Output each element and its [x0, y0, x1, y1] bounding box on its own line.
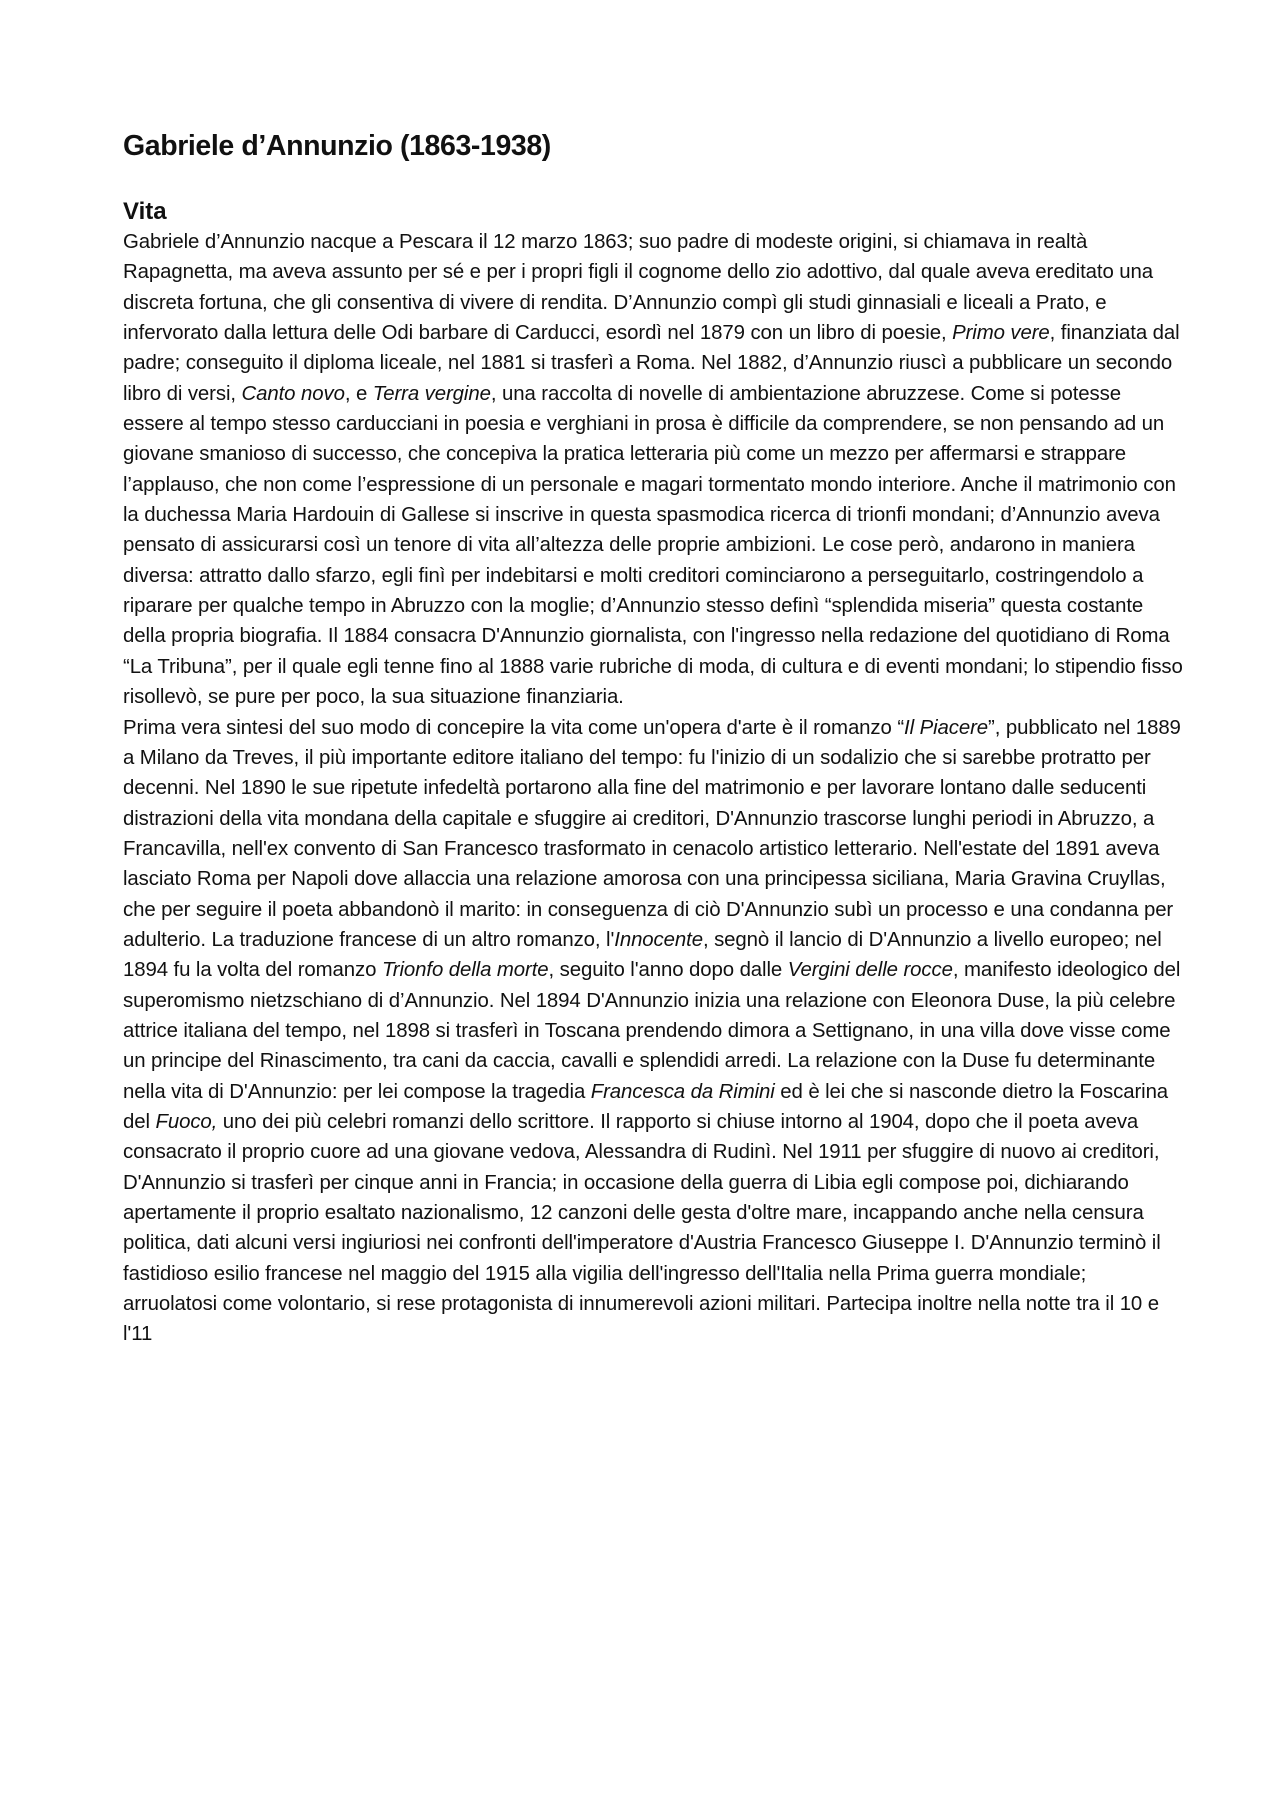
italic-title: Canto novo	[241, 382, 345, 405]
text-run: , segnò il lancio di D'Annunzio a livello europeo; nel 1894 fu la volta del romanzo	[123, 928, 1162, 982]
italic-title: Il Piacere	[904, 716, 989, 739]
italic-title: Francesca da Rimini	[590, 1080, 775, 1103]
text-run: uno dei più celebri romanzi dello scrittore. Il rapporto si chiuse intorno al 1904, dopo che il poeta aveva consacrato il proprio cuore ad una giovane vedova, Alessandra di Rudinì. Nel 1911 per sfuggire di nuovo ai creditori, D'Annunzio si trasferì per cinque anni in Francia; in occasione della guerra di Libia egli compose poi, dichiarando apertamente il proprio esaltato nazionalismo, 12 canzoni delle gesta d'oltre mare, incappando anche nella censura politica, dati alcuni versi ingiuriosi nei confronti dell'imperatore d'Austria Francesco Giuseppe I. D'Annunzio terminò il fastidioso esilio francese nel maggio del 1915 alla vigilia dell'ingresso dell'Italia nella Prima guerra mondiale; arruolatosi come volontario, si rese protagonista di innumerevoli azioni militari. Partecipa inoltre nella notte tra il 10 e l'11	[123, 1110, 1161, 1346]
text-run: ed è lei che si nasconde dietro la Foscarina del	[123, 1080, 1169, 1133]
text-run: ”, pubblicato nel 1889 a Milano da Treves, il più importante editore italiano del tempo: fu l'inizio di un sodalizio che si sarebbe protratto per decenni. Nel 1890 le sue ripetute infedeltà portarono alla fine del matrimonio e per lavorare lontano dalle seducenti distrazioni della vita mondana della capitale e sfuggire ai creditori, D'Annunzio trascorse lunghi periodi in Abruzzo, a Francavilla, nell'ex convento di San Francesco trasformato in cenacolo artistico letterario. Nell'estate del 1891 aveva lasciato Roma per Napoli dove allaccia una relazione amorosa con una principessa siciliana, Maria Gravina Cruyllas, che per seguire il poeta abbandonò il marito: in conseguenza di ciò D'Annunzio subì un processo e una condanna per adulterio. La traduzione francese di un altro romanzo, l'	[123, 716, 1181, 951]
document-page	[123, 124, 1183, 1350]
italic-title: Vergini delle rocce	[787, 959, 953, 982]
paragraph	[123, 713, 1183, 1350]
italic-title: Innocente	[614, 928, 703, 951]
text-run: , manifesto ideologico del superomismo nietzschiano di d’Annunzio. Nel 1894 D'Annunzio inizia una relazione con Eleonora Duse, la più celebre attrice italiana del tempo, nel 1898 si trasferì in Toscana prendendo dimora a Settignano, in una villa dove visse come un principe del Rinascimento, tra cani da caccia, cavalli e splendidi arredi. La relazione con la Duse fu determinante nella vita di D'Annunzio: per lei compose la tragedia	[123, 959, 1181, 1103]
italic-title: Trionfo della morte	[381, 959, 549, 982]
text-run: Prima vera sintesi del suo modo di concepire la vita come un'opera d'arte è il romanzo “	[123, 716, 905, 739]
text-run: , finanziata dal padre; conseguito il diploma liceale, nel 1881 si trasferì a Roma. Nel 1882, d’Annunzio riuscì a pubblicare un secondo libro di versi,	[123, 322, 1180, 405]
text-run: Gabriele d’Annunzio nacque a Pescara il 12 marzo 1863; suo padre di modeste origini, si chiamava in realtà Rapagnetta, ma aveva assunto per sé e per i propri figli il cognome dello zio adottivo, dal quale aveva ereditato una discreta fortuna, che gli consentiva di vivere di rendita. D’Annunzio compì gli studi ginnasiali e liceali a Prato, e infervorato dalla lettura delle Odi barbare di Carducci, esordì nel 1879 con un libro di poesie,	[123, 231, 1153, 345]
italic-title: Fuoco,	[155, 1110, 218, 1133]
text-run: , seguito l'anno dopo dalle	[548, 959, 788, 982]
italic-title: Terra vergine	[372, 382, 491, 405]
text-run: , una raccolta di novelle di ambientazione abruzzese. Come si potesse essere al tempo stesso carducciani in poesia e verghiani in prosa è difficile da comprendere, se non pensando ad un giovane smanioso di successo, che concepiva la pratica letteraria più come un mezzo per affermarsi e strappare l’applauso, che non come l’espressione di un personale e magari tormentato mondo interiore. Anche il matrimonio con la duchessa Maria Hardouin di Gallese si inscrive in questa spasmodica ricerca di trionfi mondani; d’Annunzio aveva pensato di assicurarsi così un tenore di vita all’altezza delle proprie ambizioni. Le cose però, andarono in maniera diversa: attratto dallo sfarzo, egli finì per indebitarsi e molti creditori cominciarono a perseguitarlo, costringendolo a riparare per qualche tempo in Abruzzo con la moglie; d’Annunzio stesso definì “splendida miseria” questa costante della propria biografia. Il 1884 consacra D'Annunzio giornalista, con l'ingresso nella redazione del quotidiano di Roma “La Tribuna”, per il quale egli tenne fino al 1888 varie rubriche di moda, di cultura e di eventi mondani; lo stipendio fisso risollevò, se pure per poco, la sua situazione finanziaria.	[123, 382, 1183, 709]
document-title: Gabriele d’Annunzio (1863-1938)	[123, 130, 551, 162]
text-run: , e	[344, 382, 373, 405]
italic-title: Primo vere	[952, 322, 1050, 345]
section-heading-vita: Vita	[123, 198, 167, 225]
paragraph	[123, 227, 1183, 713]
